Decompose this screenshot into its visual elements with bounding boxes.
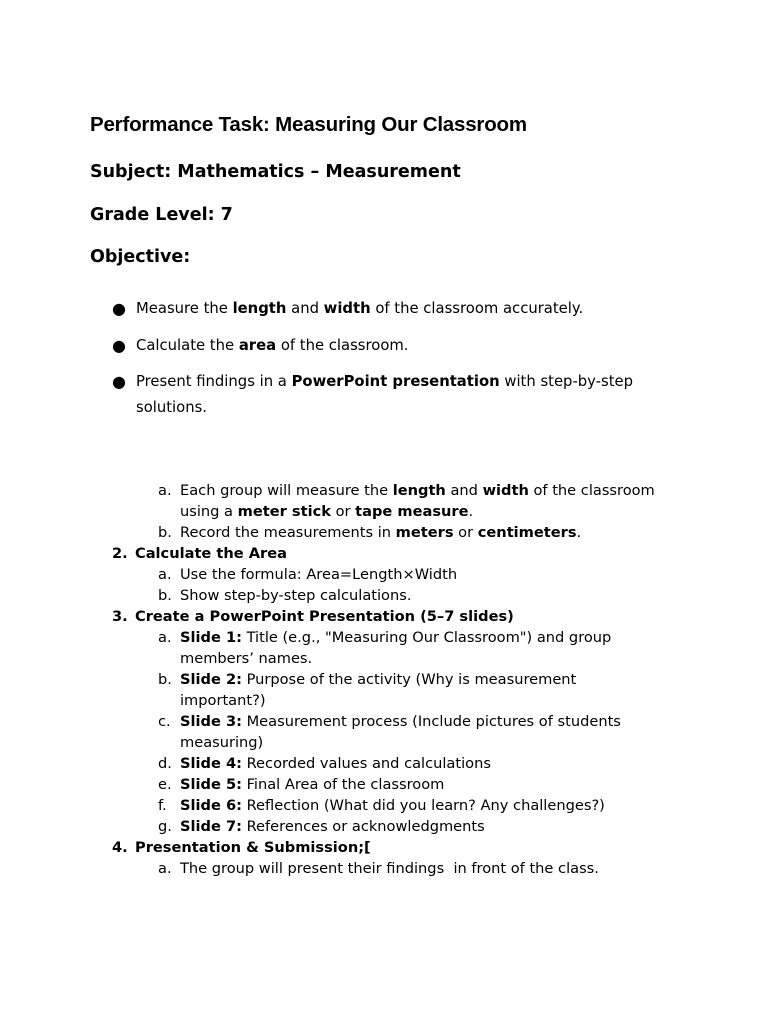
list-item: a. The group will present their findings in front of the class. bbox=[158, 860, 599, 877]
step-heading: 3. Create a PowerPoint Presentation (5–7 slides) bbox=[112, 608, 514, 625]
step-heading: 4. Presentation & Submission;[ bbox=[112, 839, 371, 856]
list-item: a. Each group will measure the length and width of the classroom using a meter stick or tape measure. bbox=[158, 482, 655, 520]
list-item: g. Slide 7: References or acknowledgments bbox=[158, 818, 485, 835]
document-title: Performance Task: Measuring Our Classroom bbox=[90, 113, 527, 136]
list-item: e. Slide 5: Final Area of the classroom bbox=[158, 776, 445, 793]
list-item: b. Slide 2: Purpose of the activity (Why is measurement important?) bbox=[158, 671, 577, 709]
objective-list bbox=[112, 296, 692, 432]
procedure-list bbox=[112, 480, 712, 879]
bullet-dot-icon: ● bbox=[112, 372, 126, 391]
list-item: a. Use the formula: Area=Length×Width bbox=[158, 566, 458, 583]
list-item: b. Record the measurements in meters or centimeters. bbox=[158, 524, 582, 541]
objective-item: ● Measure the length and width of the classroom accurately. bbox=[112, 296, 692, 322]
objective-item: ● Present findings in a PowerPoint presentation with step-by-step solutions. bbox=[112, 369, 692, 421]
list-item: b. Show step-by-step calculations. bbox=[158, 587, 412, 604]
objective-item: ● Calculate the area of the classroom. bbox=[112, 333, 692, 359]
step-heading: 2. Calculate the Area bbox=[112, 545, 287, 562]
bullet-dot-icon: ● bbox=[112, 335, 126, 355]
bullet-dot-icon: ● bbox=[112, 299, 126, 318]
list-item: c. Slide 3: Measurement process (Include pictures of students measuring) bbox=[158, 713, 621, 751]
list-item: a. Slide 1: Title (e.g., "Measuring Our Classroom") and group members’ names. bbox=[158, 629, 612, 667]
grade-heading: Grade Level: 7 bbox=[90, 205, 233, 225]
list-item: f. Slide 6: Reflection (What did you learn? Any challenges?) bbox=[158, 797, 605, 814]
list-item: d. Slide 4: Recorded values and calculations bbox=[158, 755, 491, 772]
subject-heading: Subject: Mathematics – Measurement bbox=[90, 162, 461, 182]
objective-heading: Objective: bbox=[90, 247, 191, 267]
